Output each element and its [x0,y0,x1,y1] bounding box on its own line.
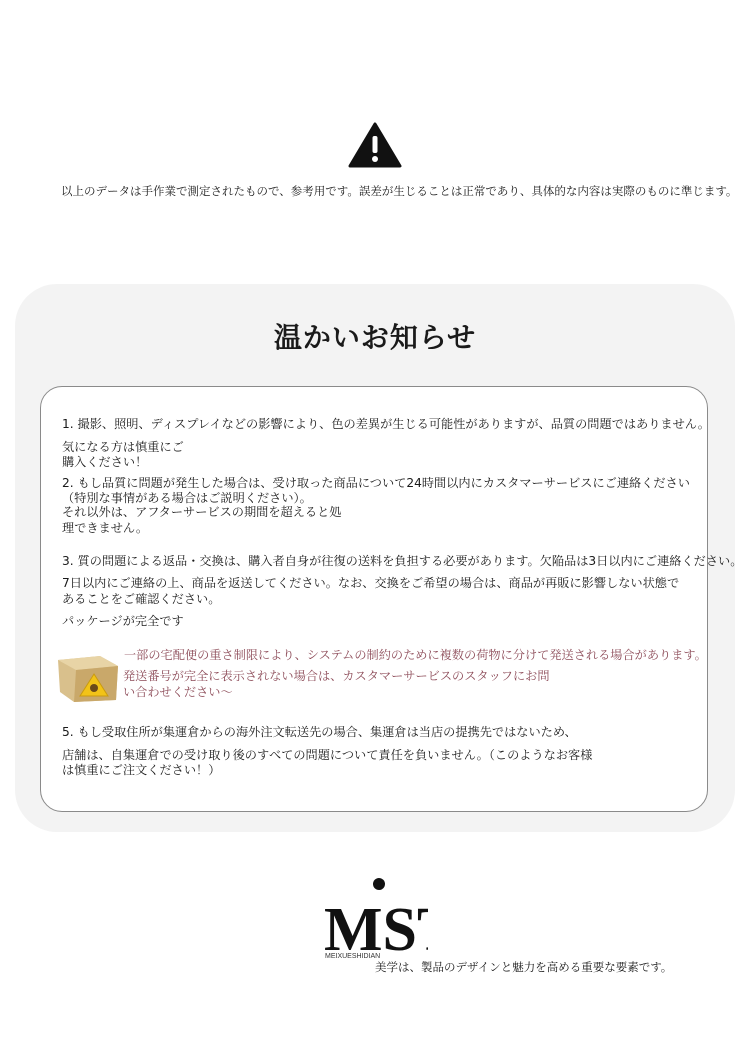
notice-line-15: 5. もし受取住所が集運倉からの海外注文転送先の場合、集運倉は当店の提携先ではないため、 [62,725,577,739]
notice-line-9: 7日以内にご連絡の上、商品を返送してください。なお、交換をご希望の場合は、商品が再販に影響しない状態で [62,576,680,590]
measurement-note: 以上のデータは手作業で測定されたもので、参考用です。誤差が生じることは正常であり、具体的な内容は実際のものに準じます。 [61,184,738,198]
logo-subtext: MEIXUESHIDIAN [325,953,381,960]
notice-title: 温かいお知らせ [273,321,477,354]
logo-text: MS [324,896,417,960]
notice-line-14: い合わせください～ [123,685,233,699]
brand-logo [322,876,428,960]
notice-line-11: パッケージが完全です [62,614,184,628]
warning-triangle-icon [348,122,402,168]
notice-line-10: あることをご確認ください。 [62,592,221,606]
notice-line-2: 気になる方は慎重にご [62,440,184,454]
notice-line-5: （特別な事情がある場合はご説明ください）。 [62,491,312,505]
brand-tagline: 美学は、製品のデザインと魅力を高める重要な要素です。 [375,960,673,974]
notice-line-17: は慎重にご注文ください！） [62,763,221,777]
notice-line-13: 発送番号が完全に表示されない場合は、カスタマーサービスのスタッフにお問 [123,669,550,683]
notice-line-16: 店舗は、自集運倉での受け取り後のすべての問題について責任を負いません。（このようなお客様 [62,748,593,762]
package-warning-icon [56,652,120,704]
notice-line-12: 一部の宅配便の重さ制限により、システムの制約のために複数の荷物に分けて発送される場合があります。 [124,648,707,662]
notice-line-8: 3. 質の問題による返品・交換は、購入者自身が往復の送料を負担する必要があります。欠陥品は3日以内にご連絡ください。 [62,554,743,568]
notice-line-3: 購入ください！ [62,455,148,469]
notice-line-4: 2. もし品質に問題が発生した場合は、受け取った商品について24時間以内にカスタマーサービスにご連絡ください [62,476,690,490]
notice-line-7: 理できません。 [62,521,149,535]
notice-line-1: 1. 撮影、照明、ディスプレイなどの影響により、色の差異が生じる可能性がありますが、品質の問題ではありません。 [62,417,710,431]
notice-line-6: それ以外は、アフターサービスの期間を超えると処 [62,505,342,519]
